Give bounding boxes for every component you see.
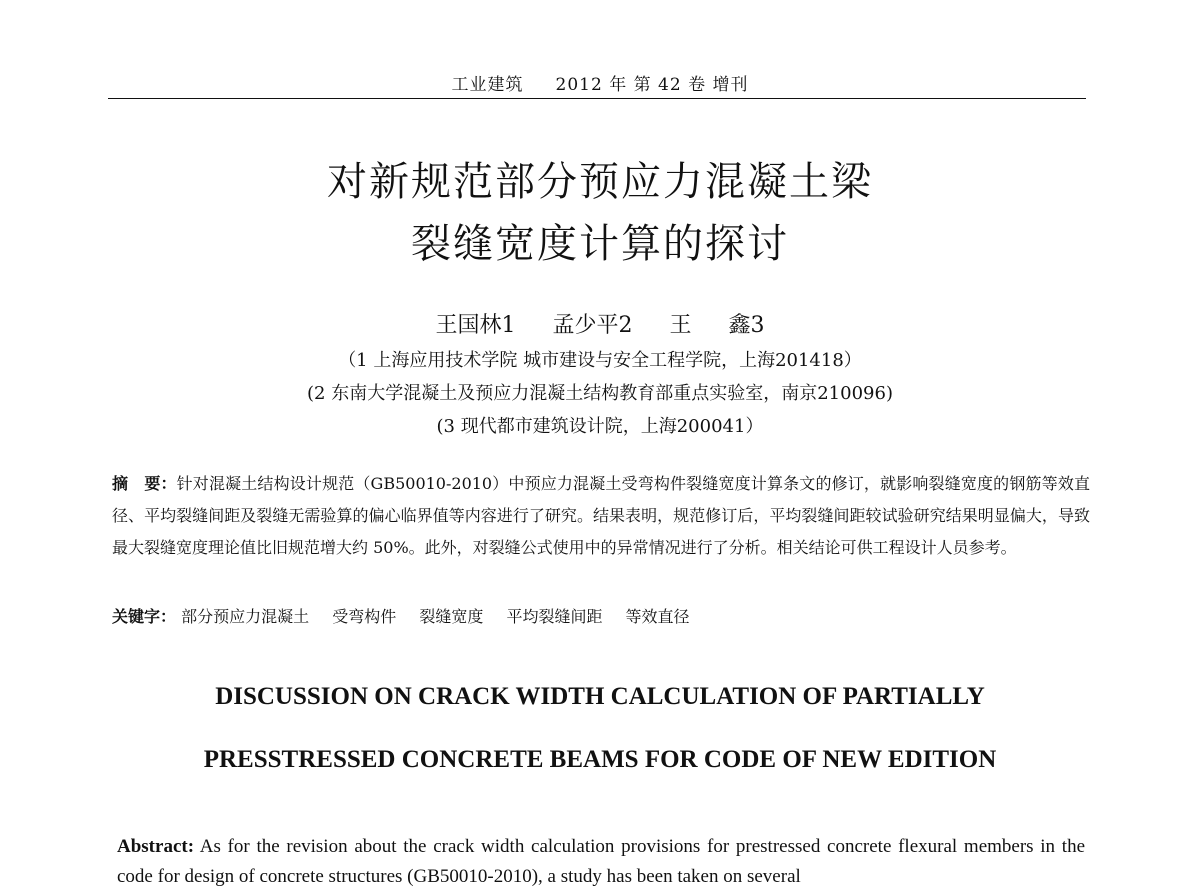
abstract-en-text: As for the revision about the crack width calculation provisions for prestressed concrete flexural members in the code for design of concrete structures (GB50010-2010), a study has been taken on several: [117, 836, 1086, 887]
abstract-cn-text: 针对混凝土结构设计规范（GB50010-2010）中预应力混凝土受弯构件裂缝宽度计算条文的修订，就影响裂缝宽度的钢筋等效直径、平均裂缝间距及裂缝无需验算的偏心临界值等内容进行了研究。结果表明，规范修订后，平均裂缝间距较试验研究结果明显偏大，导致最大裂缝宽度理论值比旧规范增大约 50%。此外，对裂缝公式使用中的异常情况进行了分析。相关结论可供工程设计人员参考。: [112, 474, 1090, 557]
keyword: 部分预应力混凝土: [181, 607, 310, 626]
keyword: 等效直径: [625, 607, 690, 626]
journal-name: 工业建筑: [451, 75, 524, 95]
author-list: [0, 308, 1200, 339]
header-rule: [108, 98, 1086, 99]
author: 王 鑫3: [669, 313, 765, 338]
journal-year: 2012 年: [555, 75, 628, 95]
keywords-label: 关键字：: [112, 607, 177, 626]
abstract-cn: [112, 468, 1090, 564]
title-cn-line2: 裂缝宽度计算的探讨: [411, 221, 789, 267]
journal-header: [0, 70, 1200, 95]
keyword: 平均裂缝间距: [506, 607, 603, 626]
keywords-cn: [112, 604, 1090, 627]
author: 王国林1: [435, 313, 516, 338]
affiliation: (3 现代都市建筑设计院，上海200041）: [436, 416, 764, 437]
abstract-cn-label: 摘 要：: [112, 474, 177, 493]
keyword: 受弯构件: [332, 607, 397, 626]
affiliation: (2 东南大学混凝土及预应力混凝土结构教育部重点实验室，南京210096): [307, 383, 893, 404]
title-cn-line1: 对新规范部分预应力混凝土梁: [327, 159, 873, 205]
title-en-line1: DISCUSSION ON CRACK WIDTH CALCULATION OF PARTIALLY: [215, 683, 985, 710]
title-en-line2: PRESSTRESSED CONCRETE BEAMS FOR CODE OF NEW EDITION: [203, 746, 997, 773]
affiliation: （1 上海应用技术学院 城市建设与安全工程学院，上海201418）: [338, 350, 862, 371]
author: 孟少平2: [552, 313, 633, 338]
abstract-en-label: Abstract:: [117, 836, 195, 857]
journal-issue: 增刊: [712, 75, 749, 95]
keyword: 裂缝宽度: [419, 607, 484, 626]
journal-volume: 第 42 卷: [633, 75, 707, 95]
abstract-en: [117, 832, 1085, 892]
